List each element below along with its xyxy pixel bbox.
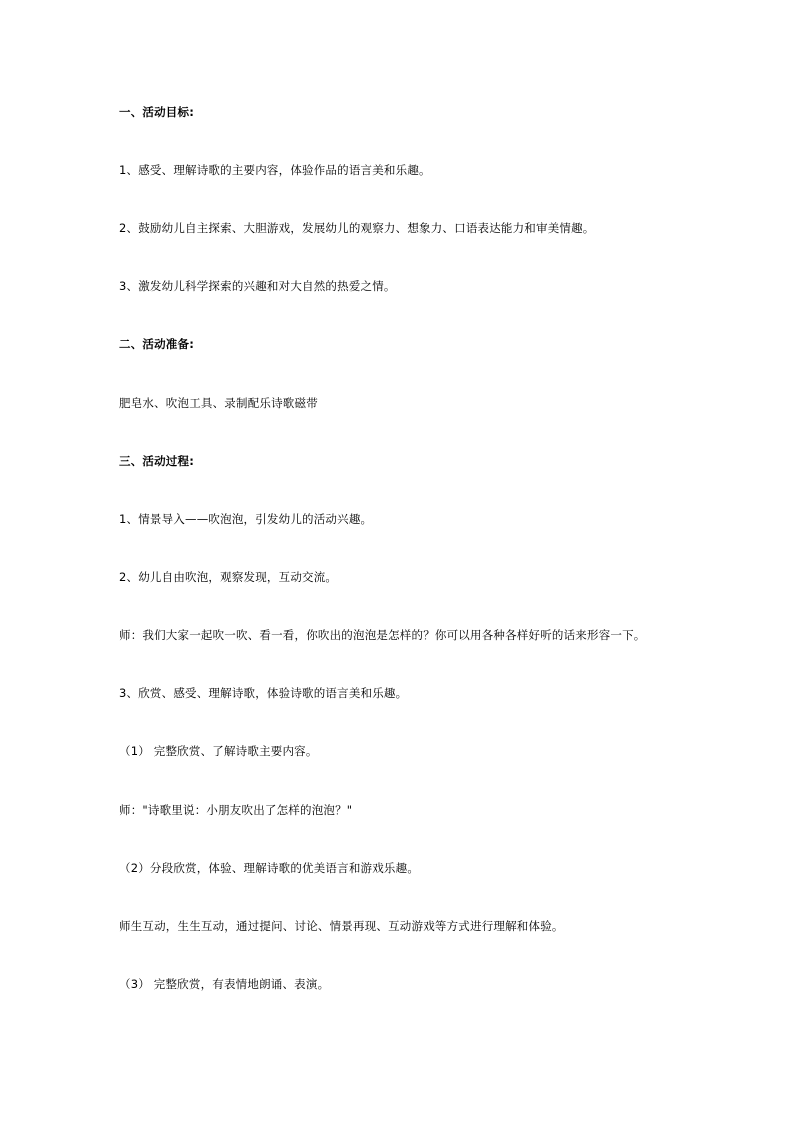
process-step-1: 1、情景导入——吹泡泡，引发幼儿的活动兴趣。 bbox=[119, 512, 373, 526]
goal-item-2: 2、鼓励幼儿自主探索、大胆游戏，发展幼儿的观察力、想象力、口语表达能力和审美情趣。 bbox=[119, 221, 595, 235]
substep-3: （3） 完整欣赏，有表情地朗诵、表演。 bbox=[119, 977, 330, 991]
substep-1: （1） 完整欣赏、了解诗歌主要内容。 bbox=[119, 744, 318, 758]
substep-2: （2）分段欣赏，体验、理解诗歌的优美语言和游戏乐趣。 bbox=[119, 861, 420, 875]
preparation-materials: 肥皂水、吹泡工具、录制配乐诗歌磁带 bbox=[119, 396, 318, 410]
teacher-prompt-2: 师："诗歌里说：小朋友吹出了怎样的泡泡？" bbox=[119, 803, 353, 817]
teacher-prompt-1: 师：我们大家一起吹一吹、看一看，你吹出的泡泡是怎样的？你可以用各种各样好听的话来形容一下。 bbox=[119, 628, 646, 642]
process-step-3: 3、欣赏、感受、理解诗歌，体验诗歌的语言美和乐趣。 bbox=[119, 686, 408, 700]
goal-item-1: 1、感受、理解诗歌的主要内容，体验作品的语言美和乐趣。 bbox=[119, 163, 431, 177]
goal-item-3: 3、激发幼儿科学探索的兴趣和对大自然的热爱之情。 bbox=[119, 279, 396, 293]
section-heading-goals: 一、活动目标: bbox=[119, 105, 194, 119]
section-heading-preparation: 二、活动准备: bbox=[119, 337, 194, 351]
section-heading-process: 三、活动过程: bbox=[119, 454, 194, 468]
process-step-2: 2、幼儿自由吹泡，观察发现，互动交流。 bbox=[119, 570, 338, 584]
interaction-description: 师生互动，生生互动，通过提问、讨论、情景再现、互动游戏等方式进行理解和体验。 bbox=[119, 919, 564, 933]
